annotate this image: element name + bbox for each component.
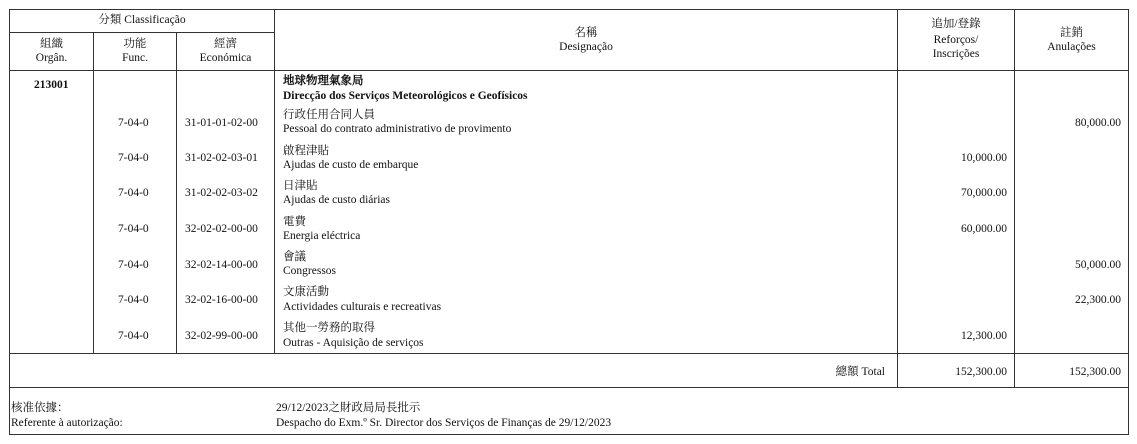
item-name-pt: Ajudas de custo diárias (283, 194, 390, 206)
reinforce-header-pt1: Reforços/ (933, 34, 979, 46)
item-name-pt: Energia eléctrica (283, 230, 361, 242)
body-bottom (9, 353, 1129, 354)
item-name-zh: 會議 (283, 251, 306, 263)
total-label: 總額 Total (835, 366, 885, 378)
item-name-pt: Actividades culturais e recreativas (283, 301, 442, 313)
header-bottom (9, 70, 1129, 71)
item-name-zh: 電費 (283, 216, 306, 228)
reinforce-amount: 10,000.00 (961, 152, 1007, 164)
border-left (9, 9, 10, 435)
func-code: 7-04-0 (118, 223, 149, 235)
econ-code: 32-02-16-00-00 (185, 294, 258, 306)
econ-code: 31-02-02-03-01 (185, 152, 258, 164)
reinforce-header-pt2: Inscrições (932, 48, 980, 60)
entity-code: 213001 (34, 79, 69, 91)
cancel-amount: 22,300.00 (1075, 294, 1121, 306)
func-code: 7-04-0 (118, 294, 149, 306)
col-divider-organ (93, 32, 94, 354)
item-name-zh: 文康活動 (283, 286, 329, 298)
item-name-zh: 其他一勞務的取得 (283, 322, 375, 334)
item-name-pt: Ajudas de custo de embarque (283, 159, 419, 171)
econ-code: 32-02-02-00-00 (185, 223, 258, 235)
header-subdivider (9, 32, 274, 33)
authorization-label-pt: Referente à autorização: (11, 417, 123, 429)
func-header-zh: 功能 (123, 38, 147, 50)
entity-name-pt: Direcção dos Serviços Meteorológicos e Geofísicos (283, 90, 528, 102)
authorization-text-pt: Despacho do Exm.º Sr. Director dos Serviços de Finanças de 29/12/2023 (276, 417, 612, 429)
col-divider-econ (274, 9, 275, 354)
item-name-pt: Outras - Aquisição de serviços (283, 337, 424, 349)
reinforce-amount: 60,000.00 (961, 223, 1007, 235)
item-name-pt: Congressos (283, 265, 337, 277)
item-name-zh: 啟程津貼 (283, 145, 329, 157)
total-cancel: 152,300.00 (1069, 366, 1121, 378)
econ-code: 31-02-02-03-02 (185, 187, 258, 199)
reinforce-amount: 12,300.00 (961, 330, 1007, 342)
item-name-pt: Pessoal do contrato administrativo de provimento (283, 123, 512, 135)
econ-code: 31-01-01-02-00 (185, 117, 258, 129)
border-bottom (9, 434, 1129, 435)
econ-header-pt: Económica (199, 52, 252, 64)
reinforce-header-zh: 追加/登錄 (931, 18, 981, 30)
entity-name-zh: 地球物理氣象局 (283, 75, 364, 87)
func-code: 7-04-0 (118, 187, 149, 199)
col-divider-func (176, 32, 177, 354)
func-header-pt: Func. (122, 52, 148, 64)
cancel-header-zh: 註銷 (1060, 27, 1083, 39)
total-bottom (9, 387, 1129, 388)
authorization-text-zh: 29/12/2023之財政局局長批示 (276, 402, 421, 414)
organ-header-zh: 組織 (40, 38, 63, 50)
authorization-label-zh: 核准依據： (11, 402, 69, 414)
item-name-zh: 行政任用合同人員 (283, 109, 375, 121)
cancel-amount: 80,000.00 (1075, 117, 1121, 129)
func-code: 7-04-0 (118, 117, 149, 129)
cancel-amount: 50,000.00 (1075, 259, 1121, 271)
reinforce-amount: 70,000.00 (961, 187, 1007, 199)
cancel-header-pt: Anulações (1047, 41, 1096, 53)
total-reinforce: 152,300.00 (955, 366, 1007, 378)
econ-code: 32-02-14-00-00 (185, 259, 258, 271)
border-right (1128, 9, 1129, 435)
func-code: 7-04-0 (118, 259, 149, 271)
designation-header-pt: Designação (559, 41, 613, 53)
econ-code: 32-02-99-00-00 (185, 330, 258, 342)
econ-header-zh: 經濟 (214, 38, 237, 50)
border-top (9, 9, 1129, 10)
col-divider-reinforce (1014, 9, 1015, 388)
func-code: 7-04-0 (118, 330, 149, 342)
designation-header-zh: 名稱 (574, 27, 598, 39)
organ-header-pt: Orgân. (35, 52, 68, 64)
func-code: 7-04-0 (118, 152, 149, 164)
item-name-zh: 日津貼 (283, 180, 318, 192)
classification-header: 分類 Classificação (98, 14, 186, 26)
